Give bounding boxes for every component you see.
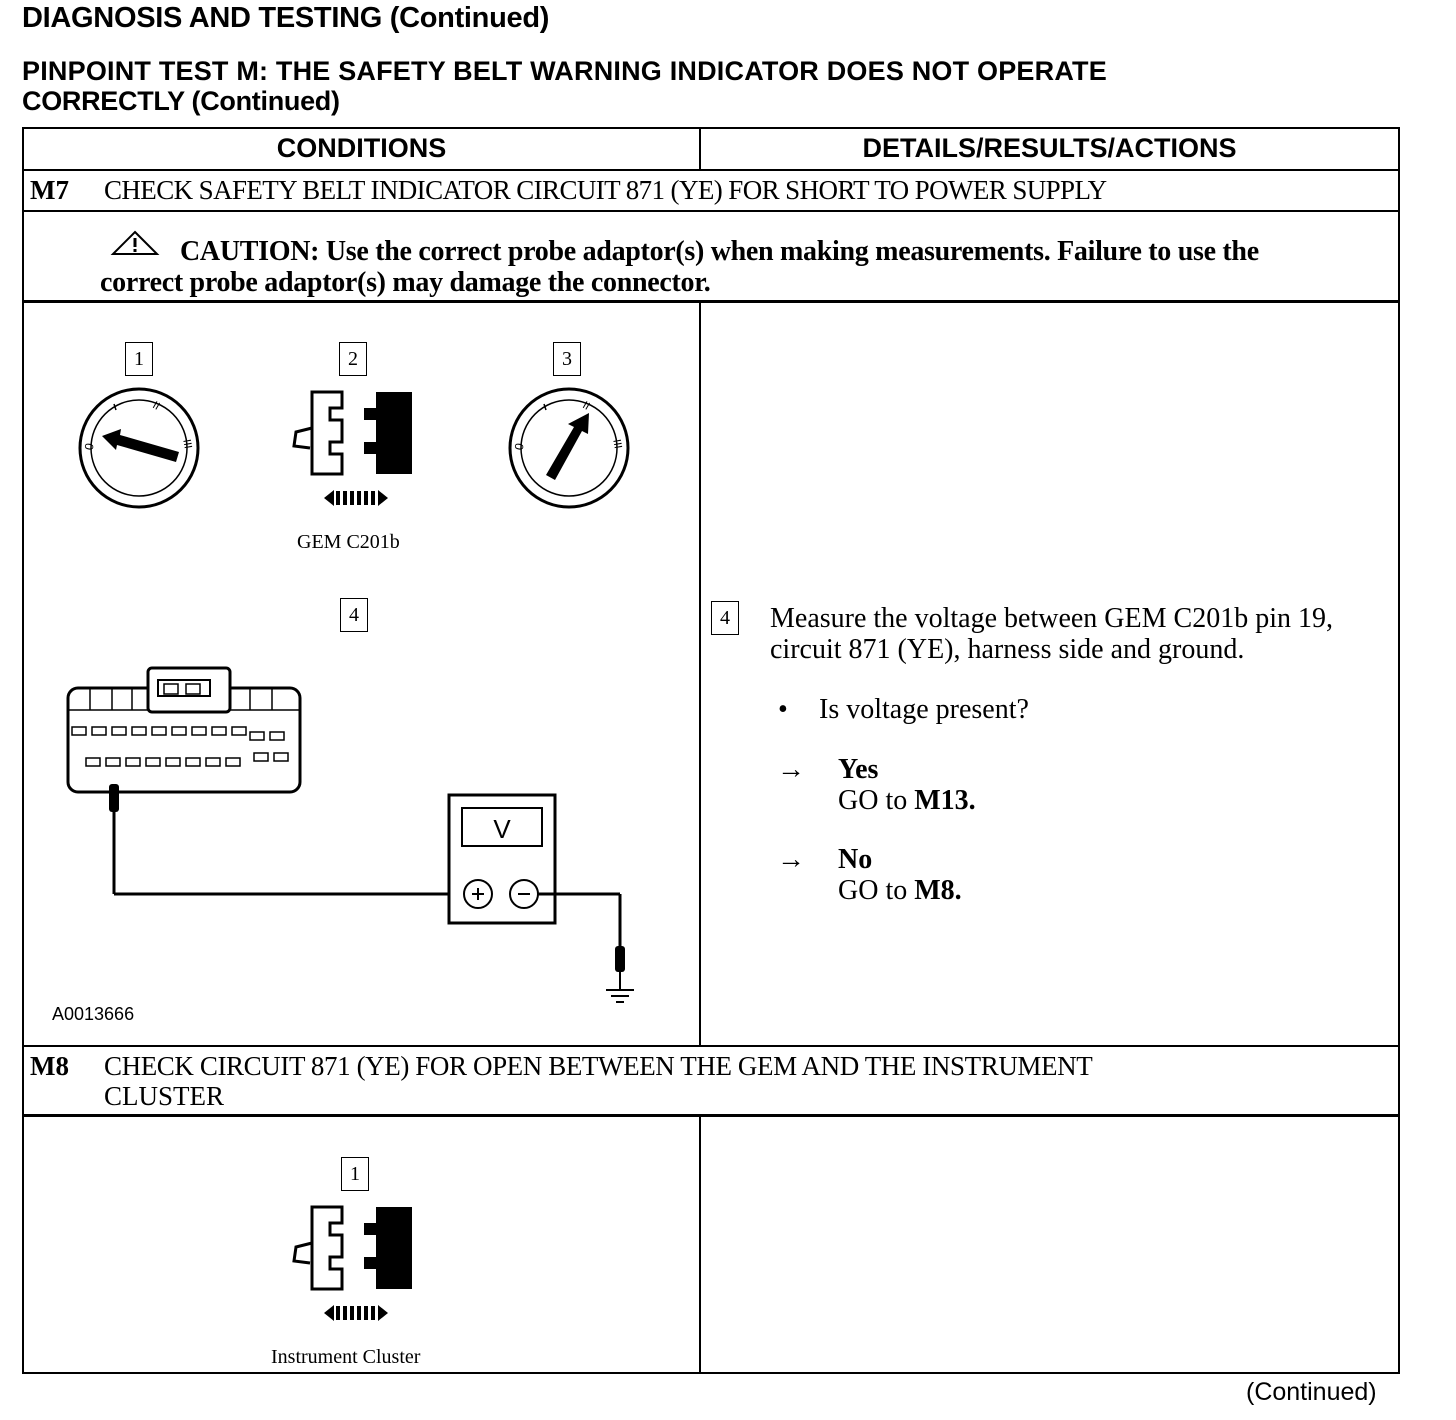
yes-goto-text: GO to [838, 785, 915, 816]
yes-arrow: → [777, 754, 805, 785]
caution-line-2: correct probe adaptor(s) may damage the connector. [100, 267, 711, 298]
row-divider [22, 1114, 1400, 1117]
gem-connector-label: GEM C201b [297, 531, 400, 553]
no-goto[interactable] [838, 875, 962, 906]
figure-step-1: 1 [125, 342, 153, 376]
step-title-m8-line2: CLUSTER [104, 1081, 225, 1111]
continued-footer: (Continued) [1246, 1378, 1377, 1406]
figure-step-3: 3 [553, 342, 581, 376]
instrument-cluster-label: Instrument Cluster [271, 1346, 421, 1368]
column-header-details: DETAILS/RESULTS/ACTIONS [862, 133, 1237, 163]
svg-text:III: III [180, 438, 194, 450]
no-goto-target-link[interactable]: M8. [914, 875, 962, 906]
svg-text:II: II [580, 399, 592, 413]
step-title-m7: CHECK SAFETY BELT INDICATOR CIRCUIT 871 (YE) FOR SHORT TO POWER SUPPLY [104, 175, 1107, 205]
question-bullet: • [778, 694, 788, 725]
step-id-m7: M7 [30, 175, 69, 205]
figure-step-4: 4 [340, 598, 368, 632]
figure-id: A0013666 [52, 1004, 135, 1024]
ignition-switch-off-icon [76, 386, 202, 510]
column-divider [699, 300, 701, 1047]
question-text: Is voltage present? [819, 694, 1029, 725]
ignition-switch-run-icon [506, 386, 632, 510]
svg-text:III: III [610, 438, 624, 450]
table-border-right [1398, 127, 1400, 1374]
action-step-4: 4 [711, 601, 739, 635]
row-divider [22, 300, 1400, 303]
caution-label: CAUTION: [180, 236, 320, 267]
voltmeter-test-diagram [60, 660, 660, 1010]
action-text-1: Measure the voltage between GEM C201b pin 19, [770, 603, 1333, 634]
row-divider [22, 1045, 1400, 1047]
caution-line-1 [180, 236, 1259, 267]
svg-text:0: 0 [81, 442, 97, 452]
yes-goto-target-link[interactable]: M13. [914, 785, 976, 816]
action-text-2: circuit 871 (YE), harness side and ground. [770, 634, 1245, 665]
table-border-left [22, 127, 24, 1374]
step-title-m8-line1: CHECK CIRCUIT 871 (YE) FOR OPEN BETWEEN THE GEM AND THE INSTRUMENT [104, 1051, 1093, 1081]
no-goto-text: GO to [838, 875, 915, 906]
page-title: DIAGNOSIS AND TESTING (Continued) [22, 2, 550, 34]
column-divider [699, 1114, 701, 1374]
connector-disconnect-icon [288, 1203, 418, 1327]
m8-figure-step-1: 1 [341, 1157, 369, 1191]
svg-text:0: 0 [511, 442, 527, 452]
svg-text:II: II [150, 399, 162, 413]
caution-text-1: Use the correct probe adaptor(s) when making measurements. Failure to use the [325, 236, 1259, 267]
step-id-m8: M8 [30, 1051, 69, 1081]
warning-triangle-icon [110, 230, 160, 256]
column-header-conditions: CONDITIONS [276, 133, 447, 163]
yes-goto[interactable] [838, 785, 976, 816]
figure-step-2: 2 [339, 342, 367, 376]
yes-label: Yes [838, 754, 879, 785]
row-divider [22, 210, 1400, 212]
voltmeter-display-label: V [493, 814, 511, 844]
no-arrow: → [777, 844, 805, 875]
table-border-top [22, 127, 1400, 129]
no-label: No [838, 844, 873, 875]
row-divider [22, 169, 1400, 171]
table-border-bottom [22, 1372, 1400, 1374]
pinpoint-test-title: PINPOINT TEST M: THE SAFETY BELT WARNING INDICATOR DOES NOT OPERATE [22, 56, 1107, 86]
connector-disconnect-icon [288, 388, 418, 512]
pinpoint-test-title-cont: CORRECTLY (Continued) [22, 86, 340, 116]
